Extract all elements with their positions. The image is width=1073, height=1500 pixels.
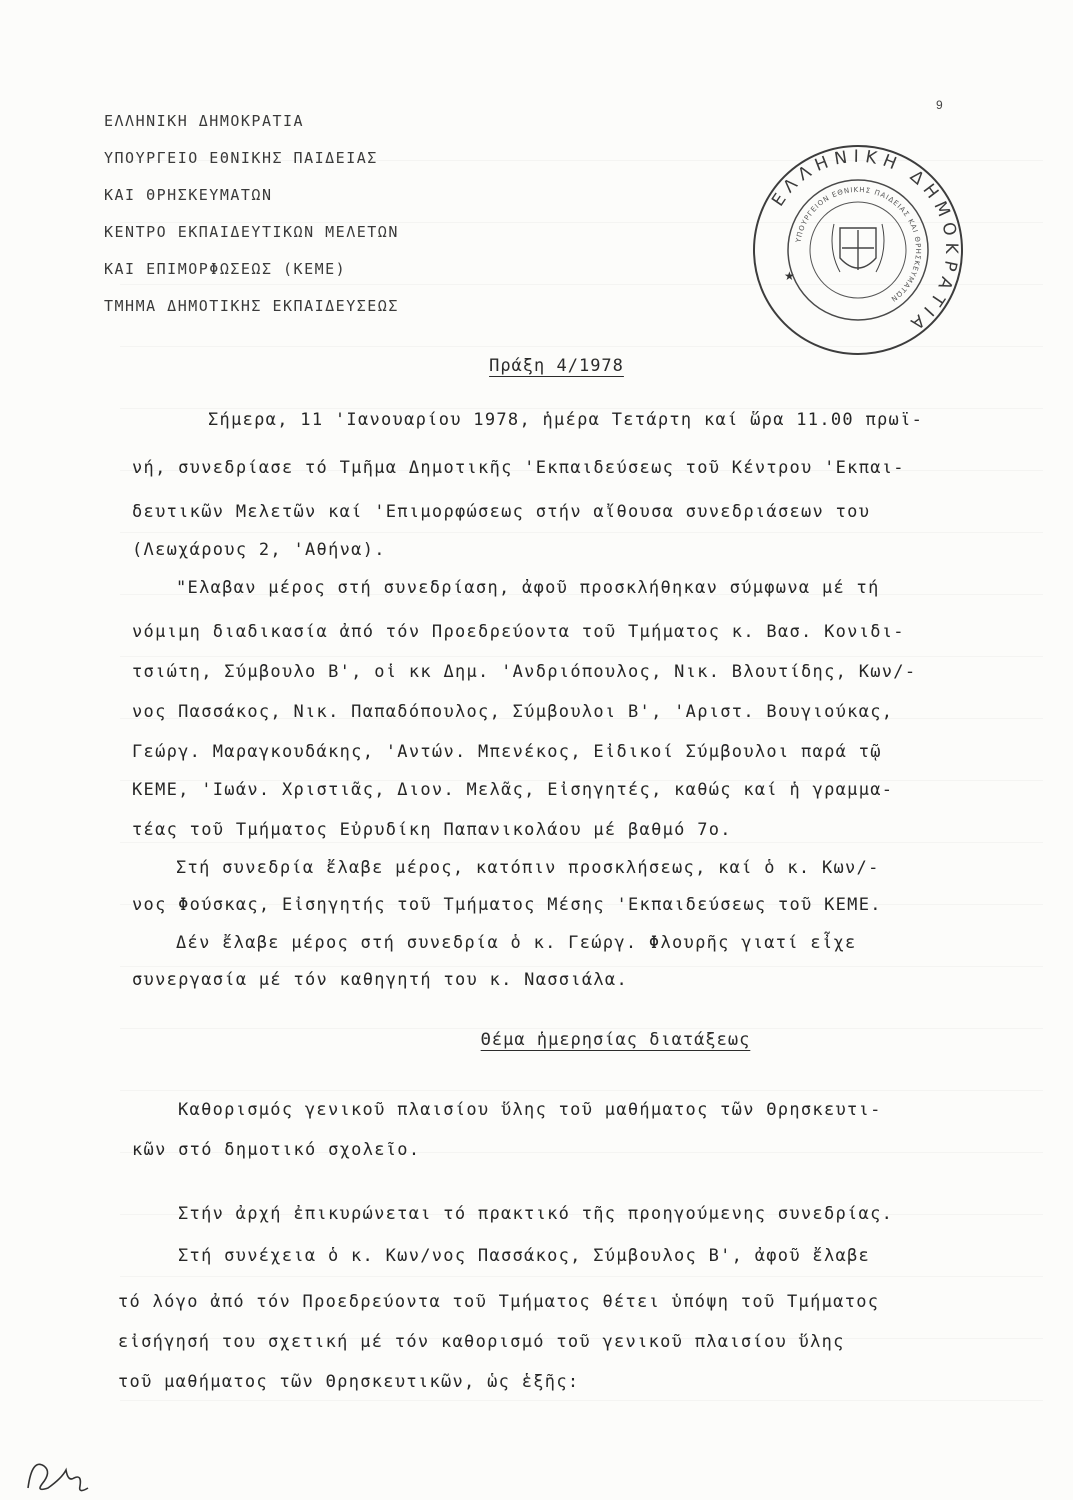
body-line: τσιώτη, Σύμβουλο Β', οἱ κκ Δημ. 'Ανδριόπουλος, Νικ. Βλουτίδης, Κων/- bbox=[132, 662, 917, 682]
letterhead-line: ΤΜΗΜΑ ΔΗΜΟΤΙΚΗΣ ΕΚΠΑΙΔΕΥΣΕΩΣ bbox=[104, 297, 399, 315]
body-line: Σήμερα, 11 'Ιανουαρίου 1978, ἡμέρα Τετάρτη καί ὥρα 11.00 πρωϊ- bbox=[208, 410, 924, 430]
letterhead-line: ΕΛΛΗΝΙΚΗ ΔΗΜΟΚΡΑΤΙΑ bbox=[104, 112, 305, 130]
page-number-mark: 9 bbox=[936, 98, 943, 112]
body-line: νος Φούσκας, Εἰσηγητής τοῦ Τμήματος Μέσης 'Εκπαιδεύσεως τοῦ ΚΕΜΕ. bbox=[132, 895, 882, 915]
official-seal-stamp bbox=[748, 140, 968, 360]
body-line: δευτικῶν Μελετῶν καί 'Επιμορφώσεως στήν αἴθουσα συνεδριάσεων του bbox=[132, 502, 871, 522]
handwritten-initials-signature bbox=[22, 1448, 102, 1498]
body-line: Δέν ἔλαβε μέρος στή συνεδρία ὁ κ. Γεώργ. Φλουρῆς γιατί εἶχε bbox=[176, 933, 857, 953]
letterhead-line: ΥΠΟΥΡΓΕΙΟ ΕΘΝΙΚΗΣ ΠΑΙΔΕΙΑΣ bbox=[104, 149, 378, 167]
star-icon: ★ bbox=[784, 269, 795, 283]
title-text: Πράξη 4/1978 bbox=[489, 356, 624, 376]
body-line: Στήν ἀρχή ἐπικυρώνεται τό πρακτικό τῆς προηγούμενης συνεδρίας. bbox=[178, 1204, 894, 1224]
body-line: ΚΕΜΕ, 'Ιωάν. Χριστιᾶς, Διον. Μελᾶς, Εἰσηγητές, καθώς καί ἡ γραμμα- bbox=[132, 780, 894, 800]
body-line: τοῦ μαθήματος τῶν Θρησκευτικῶν, ὡς ἑξῆς: bbox=[118, 1372, 580, 1392]
body-line: (Λεωχάρους 2, 'Αθήνα). bbox=[132, 540, 386, 560]
letterhead bbox=[104, 103, 399, 325]
body-line: νος Πασσάκος, Νικ. Παπαδόπουλος, Σύμβουλοι Β', 'Αριστ. Βουγιούκας, bbox=[132, 702, 894, 722]
body-line: Στή συνέχεια ὁ κ. Κων/νος Πασσάκος, Σύμβουλος Β', ἀφοῦ ἔλαβε bbox=[178, 1246, 871, 1266]
agenda-heading bbox=[0, 1030, 1073, 1050]
document-title bbox=[0, 356, 1073, 376]
seal-outer-textpath: ΕΛΛΗΝΙΚΗ ΔΗΜΟΚΡΑΤΙΑ bbox=[768, 146, 962, 337]
letterhead-line: ΚΑΙ ΕΠΙΜΟΡΦΩΣΕΩΣ (ΚΕΜΕ) bbox=[104, 260, 347, 278]
body-line: Γεώργ. Μαραγκουδάκης, 'Αντών. Μπενέκος, Εἰδικοί Σύμβουλοι παρά τῷ bbox=[132, 742, 882, 762]
body-line: νή, συνεδρίασε τό Τμῆμα Δημοτικῆς 'Εκπαιδεύσεως τοῦ Κέντρου 'Εκπαι- bbox=[132, 458, 905, 478]
agenda-heading-text: Θέμα ἡμερησίας διατάξεως bbox=[480, 1030, 751, 1050]
body-line: κῶν στό δημοτικό σχολεῖο. bbox=[132, 1140, 421, 1160]
body-line: "Ελαβαν μέρος στή συνεδρίαση, ἀφοῦ προσκλήθηκαν σύμφωνα μέ τή bbox=[176, 578, 880, 598]
body-line: εἰσήγησή του σχετική μέ τόν καθορισμό τοῦ γενικοῦ πλαισίου ὕλης bbox=[118, 1332, 845, 1352]
letterhead-line: ΚΕΝΤΡΟ ΕΚΠΑΙΔΕΥΤΙΚΩΝ ΜΕΛΕΤΩΝ bbox=[104, 223, 399, 241]
body-line: τέας τοῦ Τμήματος Εὐρυδίκη Παπανικολάου μέ βαθμό 7ο. bbox=[132, 820, 732, 840]
body-line: συνεργασία μέ τόν καθηγητή του κ. Νασσιάλα. bbox=[132, 970, 628, 990]
letterhead-line: ΚΑΙ ΘΡΗΣΚΕΥΜΑΤΩΝ bbox=[104, 186, 273, 204]
seal-inner-textpath: ΥΠΟΥΡΓΕΙΟΝ ΕΘΝΙΚΗΣ ΠΑΙΔΕΙΑΣ ΚΑΙ ΘΡΗΣΚΕΥΜΑΤΩΝ bbox=[794, 185, 923, 304]
body-line: νόμιμη διαδικασία ἀπό τόν Προεδρεύοντα τοῦ Τμήματος κ. Βασ. Κονιδι- bbox=[132, 622, 905, 642]
body-line: Καθορισμός γενικοῦ πλαισίου ὕλης τοῦ μαθήματος τῶν Θρησκευτι- bbox=[178, 1100, 882, 1120]
body-line: Στή συνεδρία ἔλαβε μέρος, κατόπιν προσκλήσεως, καί ὁ κ. Κων/- bbox=[176, 858, 880, 878]
body-line: τό λόγο ἀπό τόν Προεδρεύοντα τοῦ Τμήματος θέτει ὑπόψη τοῦ Τμήματος bbox=[118, 1292, 880, 1312]
coat-of-arms-icon bbox=[832, 224, 884, 272]
